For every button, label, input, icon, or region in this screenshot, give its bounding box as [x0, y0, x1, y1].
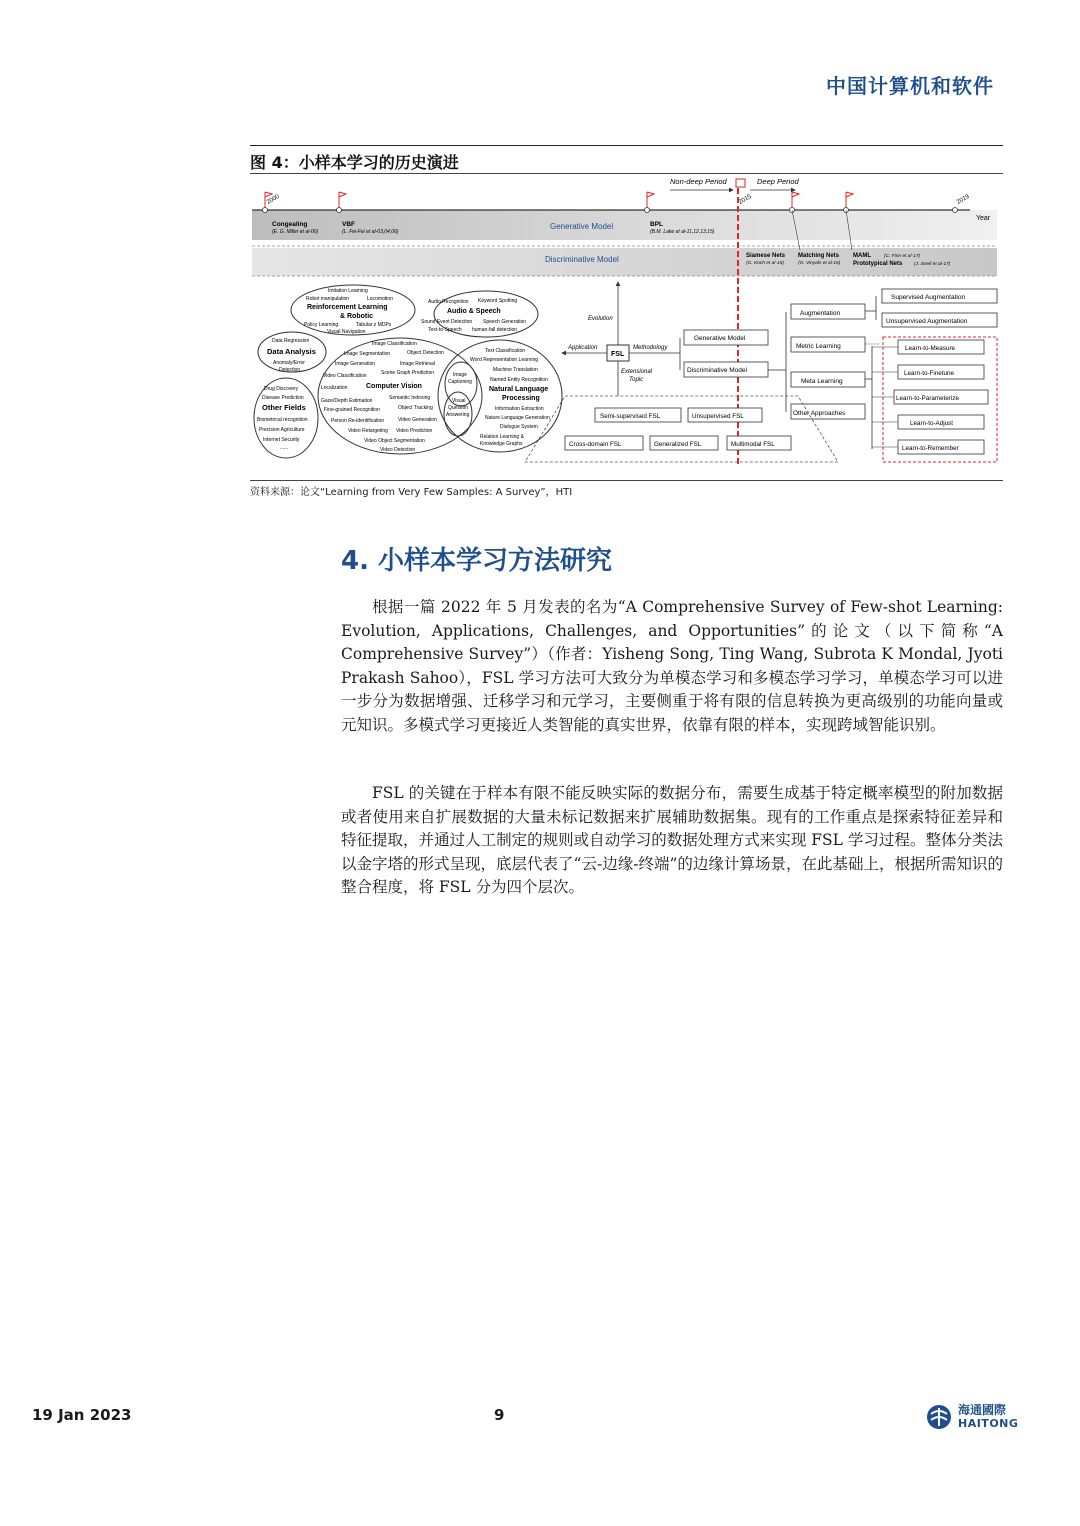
generalized-fsl: Generalized FSL [654, 441, 702, 448]
learn-to-measure: Learn-to-Measure [905, 345, 956, 352]
methodology-label: Methodology [633, 345, 668, 351]
svg-text:Congealing: Congealing [272, 221, 308, 228]
svg-text:Biometrical recognition: Biometrical recognition [257, 417, 308, 423]
svg-text:Text-to-Speech: Text-to-Speech [428, 327, 462, 333]
svg-text:Detection: Detection [279, 367, 301, 373]
svg-text:Person Re-identification: Person Re-identification [331, 418, 385, 424]
svg-text:Video Detection: Video Detection [380, 447, 416, 453]
topic-label: Topic [629, 377, 644, 383]
logo-english: HAITONG [958, 1417, 1019, 1430]
year-2019: 2019 [956, 193, 971, 206]
milestone-maml [853, 253, 920, 259]
audio-app [421, 298, 526, 333]
svg-text:BPL: BPL [650, 221, 663, 228]
discriminative-band-label: Discriminative Model [545, 255, 619, 264]
svg-text:Video Retargeting: Video Retargeting [348, 428, 388, 434]
svg-text:Image Generation: Image Generation [335, 361, 376, 367]
svg-text:(E. G. Miller et al-00): (E. G. Miller et al-00) [272, 229, 319, 235]
svg-text:Processing: Processing [502, 395, 540, 402]
fsl-history-figure [250, 174, 1003, 480]
svg-text:Audio Recognition: Audio Recognition [428, 299, 469, 305]
non-deep-period-label: Non-deep Period [670, 177, 727, 186]
svg-text:Anomaly/Error: Anomaly/Error [273, 360, 305, 366]
svg-text:Generative Model: Generative Model [694, 335, 746, 342]
year-2000: 2000 [266, 193, 281, 206]
haitong-logo-icon [926, 1404, 952, 1430]
figure-bottom-rule [250, 480, 1003, 481]
svg-text:Audio & Speech: Audio & Speech [447, 308, 501, 315]
svg-text:Computer Vision: Computer Vision [366, 383, 422, 390]
year-axis-label: Year [976, 215, 991, 222]
method-metric-learning: Metric Learning [796, 343, 841, 350]
year-2015: 2015 [738, 193, 753, 206]
application-label: Application [568, 345, 598, 351]
svg-text:Keyword Spotting: Keyword Spotting [478, 298, 518, 304]
svg-text:(C. Finn et al-17): (C. Finn et al-17) [884, 254, 920, 259]
footer-date: 19 Jan 2023 [32, 1406, 132, 1424]
svg-text:Image Retrieval: Image Retrieval [400, 361, 436, 367]
svg-text:Other Fields: Other Fields [262, 403, 306, 412]
captioning-app [448, 372, 472, 385]
svg-text:Robot manipulation: Robot manipulation [306, 296, 350, 302]
unsupervised-fsl: Unsupervised FSL [692, 413, 744, 420]
generative-band-label: Generative Model [550, 222, 614, 231]
svg-text:Object Tracking: Object Tracking [398, 405, 433, 411]
multimodal-fsl: Multimodal FSL [731, 441, 775, 448]
svg-text:VBF: VBF [342, 221, 355, 228]
other-fields-app [257, 386, 308, 451]
method-other-approaches: Other Approaches [793, 410, 846, 417]
svg-text:Tabular z MDPs: Tabular z MDPs [356, 322, 392, 328]
svg-text:Sound Event Detection: Sound Event Detection [421, 319, 473, 325]
svg-text:Data Analysis: Data Analysis [267, 347, 316, 356]
svg-text:Gaze/Depth Estimation: Gaze/Depth Estimation [321, 398, 373, 404]
fsl-node-label: FSL [611, 351, 625, 358]
supervised-augmentation: Supervised Augmentation [891, 294, 966, 301]
svg-text:Video Object Segmentation: Video Object Segmentation [364, 438, 425, 444]
report-header-title: 中国计算机和软件 [826, 74, 994, 98]
svg-text:Dialogue System: Dialogue System [500, 424, 538, 430]
svg-text:Information Extraction: Information Extraction [495, 406, 544, 412]
svg-text:(B.M. Lake et al-11,12,13,15): (B.M. Lake et al-11,12,13,15) [650, 229, 715, 235]
svg-text:Locomotion: Locomotion [367, 296, 393, 302]
data-analysis-app [267, 338, 316, 373]
svg-text:Text Classification: Text Classification [485, 348, 526, 354]
cv-app [321, 341, 444, 453]
rl-app [304, 288, 393, 335]
svg-text:Semantic Indexing: Semantic Indexing [389, 395, 431, 401]
method-meta-learning: Meta Learning [801, 378, 843, 385]
svg-text:Data Regression: Data Regression [272, 338, 310, 344]
generative-band [252, 210, 997, 240]
svg-text:Image: Image [453, 372, 467, 378]
svg-text:Natural Language: Natural Language [489, 386, 549, 393]
svg-text:Captioning: Captioning [448, 379, 472, 385]
svg-text:(G. Koch et al-15): (G. Koch et al-15) [746, 261, 784, 266]
svg-text:Video Generation: Video Generation [398, 417, 437, 423]
semi-supervised-fsl: Semi-supervised FSL [600, 413, 661, 420]
svg-text:Image Segmentation: Image Segmentation [344, 351, 391, 357]
body-paragraph-2: FSL 的关键在于样本有限不能反映实际的数据分布，需要生成基于特定概率模型的附加数据或者使用来自扩展数据的大量未标记数据来扩展辅助数据集。现有的工作重点是探索特征差异和特征提取，并通过人工制定的规则或自动学习的数据处理方式来实现 FSL 学习过程。整体分类法以金字塔的形式呈现，底层代表了“云-边缘-终端”的边缘计算场景，在此基础上，根据所需知识的整合程度，将 FSL 分为四个层次。 [341, 784, 1003, 896]
svg-text:MAML: MAML [853, 253, 871, 259]
svg-text:Image Classification: Image Classification [372, 341, 417, 347]
svg-text:Question: Question [448, 405, 469, 411]
cross-domain-fsl: Cross-domain FSL [569, 441, 622, 448]
figure-top-rule [250, 145, 1003, 146]
haitong-logo [926, 1404, 1018, 1430]
svg-text:Named Entity Recognition: Named Entity Recognition [490, 377, 548, 383]
svg-text:Object Detection: Object Detection [407, 350, 444, 356]
svg-text:Visual Navigation: Visual Navigation [327, 329, 366, 335]
figure-caption: 图 4：小样本学习的历史演进 [250, 153, 459, 172]
svg-text:Disease Prediction: Disease Prediction [262, 395, 304, 401]
body-paragraph-1: 根据一篇 2022 年 5 月发表的名为“A Comprehensive Survey of Few-shot Learning: Evolution, Applications, Challenges, and Opportunities”的论文（以下简称“A Comprehensive Survey”）（作者：Yisheng Song, Ting Wang, Subrota K Mondal, Jyoti Prakash Sahoo），FSL 学习方法可大致分为单模态学习和多模态学习学习，单模态学习可以进一步分为数据增强、迁移学习和元学习，主要侧重于将有限的信息转换为更高级别的功能向量或元知识。多模式学习更接近人类智能的真实世界，依靠有限的样本，实现跨域智能识别。 [341, 598, 1003, 734]
svg-text:Answering: Answering [446, 412, 470, 418]
svg-text:Prototypical Nets: Prototypical Nets [853, 261, 903, 267]
svg-text:Reinforcement Learning: Reinforcement Learning [307, 304, 388, 311]
svg-text:Matching Nets: Matching Nets [798, 253, 840, 259]
fsl-history-diagram [250, 174, 1003, 480]
svg-text:human-fall detection: human-fall detection [472, 327, 518, 333]
section-heading: 4. 小样本学习方法研究 [341, 546, 613, 576]
svg-text:Nature Language Generation: Nature Language Generation [485, 415, 550, 421]
svg-text:Imitation Learning: Imitation Learning [328, 288, 368, 294]
vqa-app [446, 398, 470, 418]
svg-text:Policy Learning: Policy Learning [304, 322, 339, 328]
svg-text:(J. Snell et al-17): (J. Snell et al-17) [914, 262, 951, 267]
svg-text:Internet Security: Internet Security [263, 437, 300, 443]
svg-text:Video Classification: Video Classification [323, 373, 367, 379]
learn-to-finetune: Learn-to-Finetune [904, 370, 955, 377]
svg-text:Video Prediction: Video Prediction [396, 428, 433, 434]
svg-text:Siamese Nets: Siamese Nets [746, 253, 786, 259]
learn-to-adjust: Learn-to-Adjust [910, 420, 954, 427]
svg-text:Drug Discovery: Drug Discovery [264, 386, 299, 392]
unsupervised-augmentation: Unsupervised Augmentation [886, 318, 968, 325]
svg-text:(O. Vinyals et al-16): (O. Vinyals et al-16) [798, 261, 841, 266]
learn-to-parameterize: Learn-to-Parameterize [896, 395, 959, 402]
svg-text:Fine-grained Recognition: Fine-grained Recognition [324, 407, 380, 413]
svg-text:Localization: Localization [321, 385, 348, 391]
deep-period-label: Deep Period [757, 177, 799, 186]
svg-text:Word Representation Learning: Word Representation Learning [470, 357, 539, 363]
svg-text:Knowledge Graphs: Knowledge Graphs [480, 441, 523, 447]
page-number: 9 [494, 1406, 505, 1424]
learn-to-remember: Learn-to-Remember [902, 445, 959, 452]
evolution-label: Evolution [588, 316, 613, 322]
figure-source: 资料来源：论文“Learning from Very Few Samples: A Survey”，HTI [250, 487, 573, 498]
svg-text:Scene Graph Prediction: Scene Graph Prediction [381, 370, 435, 376]
extensional-label: Extensional [621, 369, 653, 375]
svg-text:Discriminative Model: Discriminative Model [687, 367, 747, 374]
svg-text:Machine Translation: Machine Translation [493, 367, 538, 373]
svg-text:Relation Learning &: Relation Learning & [480, 434, 524, 440]
svg-text:(L. Fei-Fei et al-03,04,06): (L. Fei-Fei et al-03,04,06) [342, 229, 399, 235]
svg-text:Speech Generation: Speech Generation [483, 319, 527, 325]
svg-text:Precision Agriculture: Precision Agriculture [259, 427, 305, 433]
svg-text:& Robotic: & Robotic [340, 313, 374, 320]
milestone-prototypical [853, 261, 951, 267]
logo-chinese: 海通國際 [958, 1403, 1007, 1417]
svg-text:......: ...... [280, 445, 289, 451]
method-augmentation: Augmentation [800, 310, 841, 317]
flag-2015 [736, 179, 745, 187]
svg-text:Visual: Visual [452, 398, 466, 404]
